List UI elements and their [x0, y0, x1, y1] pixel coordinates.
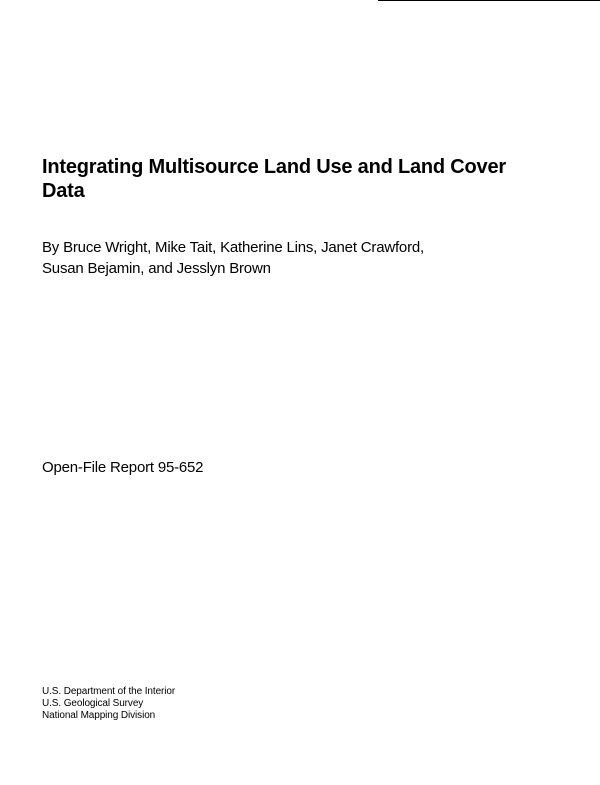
- authors-line-1: By Bruce Wright, Mike Tait, Katherine Lins, Janet Crawford,: [42, 239, 424, 256]
- report-number: Open-File Report 95-652: [42, 459, 204, 476]
- agency-survey: U.S. Geological Survey: [42, 698, 144, 709]
- authors-line-2: Susan Bejamin, and Jesslyn Brown: [42, 260, 271, 277]
- report-title-line-2: Data: [42, 180, 85, 202]
- report-title-line-1: Integrating Multisource Land Use and Land Cover: [42, 156, 506, 178]
- agency-division: National Mapping Division: [42, 710, 156, 721]
- agency-block: [42, 686, 175, 722]
- authors: [42, 237, 562, 279]
- top-rule: [378, 0, 600, 1]
- report-title: [42, 155, 562, 203]
- agency-department: U.S. Department of the Interior: [42, 686, 176, 697]
